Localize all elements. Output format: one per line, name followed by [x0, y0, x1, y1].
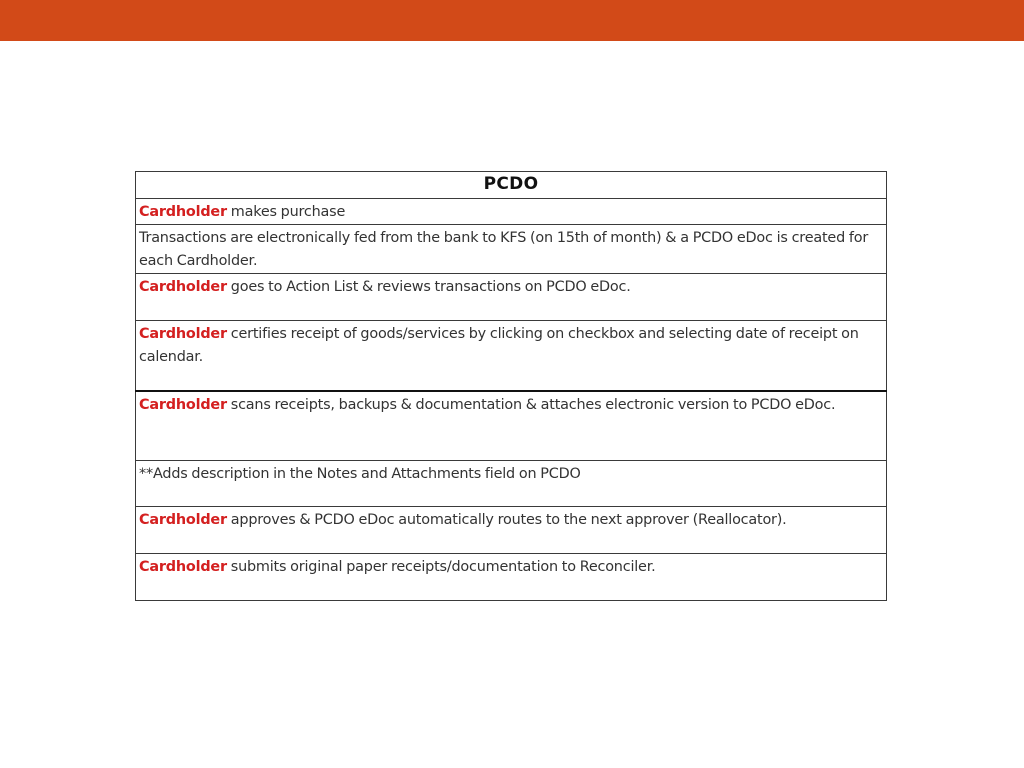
table-row [136, 507, 887, 554]
step-text: approves & PCDO eDoc automatically routes to the next approver (Reallocator). [230, 512, 787, 528]
table-header-row [136, 172, 887, 199]
actor-label: Cardholder [139, 326, 227, 342]
step-4-cell [136, 321, 887, 391]
actor-label: Cardholder [139, 396, 227, 413]
actor-label: Cardholder [139, 204, 227, 220]
step-text: certifies receipt of goods/services by clicking on checkbox and selecting date of receipt on calendar. [139, 326, 859, 365]
step-3-cell [136, 274, 887, 321]
top-accent-bar [0, 0, 1024, 41]
table-row [136, 199, 887, 225]
table-row [136, 391, 887, 461]
actor-label: Cardholder [139, 512, 227, 528]
step-text: submits original paper receipts/documentation to Reconciler. [230, 559, 656, 575]
step-text: scans receipts, backups & documentation & attaches electronic version to PCDO eDoc. [230, 396, 836, 413]
table-row [136, 274, 887, 321]
actor-label: Cardholder [139, 559, 227, 575]
table-row [136, 225, 887, 274]
table-row [136, 461, 887, 507]
step-note-text: **Adds description in the Notes and Attachments field on PCDO [139, 466, 581, 482]
table-row [136, 554, 887, 601]
step-text: goes to Action List & reviews transactions on PCDO eDoc. [230, 279, 631, 295]
step-6-cell [136, 507, 887, 554]
step-2-cell [136, 225, 887, 274]
step-7-cell [136, 554, 887, 601]
step-1-cell [136, 199, 887, 225]
actor-label: Cardholder [139, 279, 227, 295]
step-5-note-cell [136, 461, 887, 507]
pcdo-process-table [135, 171, 887, 601]
table-row [136, 321, 887, 391]
step-5-cell [136, 391, 887, 461]
table-title: PCDO [136, 172, 887, 199]
step-text: Transactions are electronically fed from the bank to KFS (on 15th of month) & a PCDO eDoc is created for each Cardholder. [139, 230, 869, 269]
step-text: makes purchase [230, 204, 346, 220]
